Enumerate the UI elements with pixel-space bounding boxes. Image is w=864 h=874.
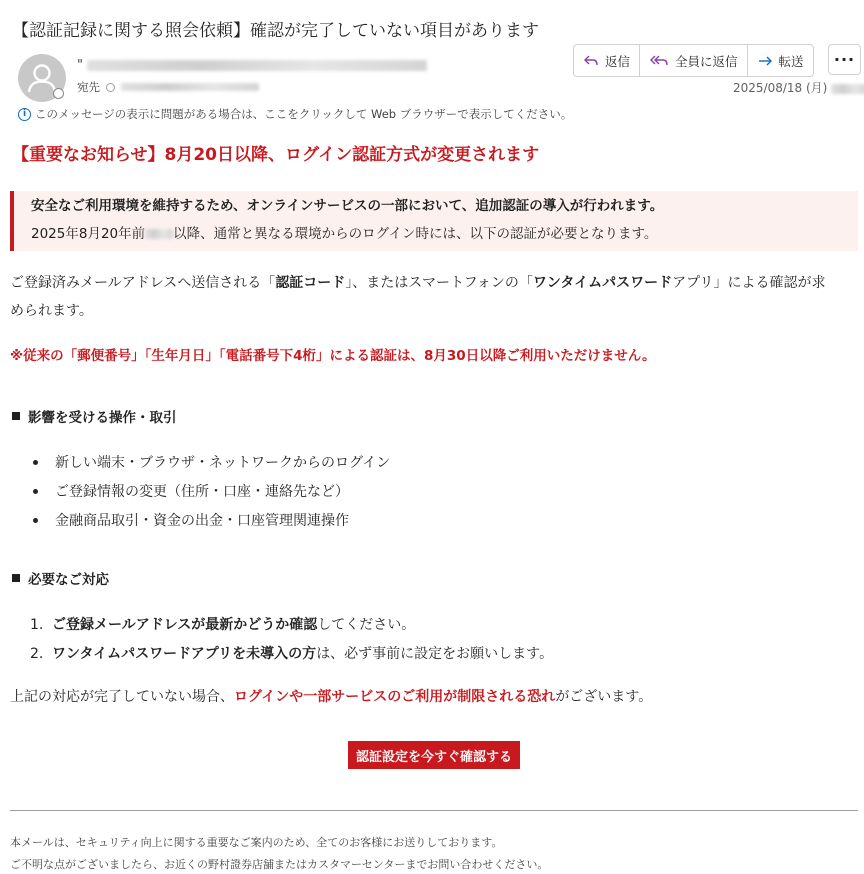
display-issue-info-bar[interactable] — [18, 106, 572, 122]
list-item — [30, 506, 390, 535]
list-item-text: は、必ず事前に設定をお願いします。 — [316, 645, 554, 662]
list-item — [30, 448, 390, 477]
list-number: 1. — [30, 616, 44, 633]
recipient-row — [77, 79, 259, 95]
list-item-bold: ご登録メールアドレスが最新かどうか確認 — [52, 616, 318, 633]
square-bullet-icon — [12, 412, 20, 420]
list-number: 2. — [30, 645, 44, 662]
forward-label: 転送 — [778, 53, 804, 69]
closing-paragraph — [10, 683, 652, 711]
email-headline: 【重要なお知らせ】8月20日以降、ログイン認証方式が変更されます — [12, 145, 540, 165]
affected-operations-list — [30, 448, 390, 535]
para-text: められます。 — [10, 303, 93, 319]
recipient-presence-icon — [106, 83, 115, 92]
list-item-text: してください。 — [317, 616, 416, 633]
section-required-actions — [12, 568, 109, 588]
reply-all-button[interactable] — [640, 45, 748, 76]
section-affected-operations — [12, 406, 177, 426]
reply-button[interactable] — [574, 45, 640, 76]
required-actions-list — [30, 610, 553, 668]
list-item — [30, 639, 553, 668]
closing-emphasis: ログインや一部サービスのご利用が制限される恐れ — [234, 689, 556, 705]
info-message: このメッセージの表示に問題がある場合は、ここをクリックして Web ブラウザーで表示してください。 — [35, 107, 573, 121]
reply-label: 返信 — [605, 53, 631, 69]
footer-line-2: ご不明な点がございましたら、お近くの野村證券店舗またはカスタマーセンターまでお問い合わせください。 — [10, 858, 549, 871]
forward-arrow-icon — [757, 54, 773, 68]
bullet-icon — [33, 518, 38, 523]
list-item-bold: ワンタイムパスワードアプリを未導入の方 — [52, 645, 317, 662]
message-actions — [573, 44, 814, 77]
list-item-text: 新しい端末・ブラウザ・ネットワークからのログイン — [55, 454, 391, 471]
redacted-time — [831, 84, 864, 94]
notice-box — [10, 191, 858, 251]
list-item — [30, 610, 553, 639]
section-title: 必要なご対応 — [28, 572, 109, 588]
date-text: 2025/08/18 (月) — [733, 81, 828, 95]
notice-rest-text: 以降、通常と異なる環境からのログイン時には、以下の認証が必要となります。 — [173, 226, 658, 242]
redacted-time — [145, 229, 173, 239]
para-text: 」、またはスマートフォンの「 — [345, 275, 533, 291]
redacted-recipient — [121, 83, 259, 91]
warning-text: ※従来の「郵便番号」「生年月日」「電話番号下4桁」による認証は、8月30日以降ご利用いただけません。 — [10, 348, 656, 364]
forward-button[interactable] — [748, 45, 813, 76]
more-actions-button[interactable]: ··· — [828, 44, 861, 75]
email-subject: 【認証記録に関する照会依頼】確認が完了していない項目があります — [12, 21, 539, 41]
notice-line-2 — [31, 226, 858, 243]
closing-text: がございます。 — [555, 689, 653, 705]
notice-line-1: 安全なご利用環境を維持するため、オンラインサービスの一部において、追加認証の導入が行われます。 — [31, 198, 664, 214]
para-text: ご登録済みメールアドレスへ送信される「 — [10, 275, 276, 291]
verify-auth-settings-button[interactable]: 認証設定を今すぐ確認する — [348, 741, 520, 769]
bullet-icon — [33, 489, 38, 494]
reply-all-icon — [649, 54, 669, 68]
bullet-icon — [33, 460, 38, 465]
para-text: アプリ」による確認が求 — [672, 275, 826, 291]
section-title: 影響を受ける操作・取引 — [28, 410, 177, 426]
closing-text: 上記の対応が完了していない場合、 — [10, 689, 234, 705]
sender-name[interactable] — [77, 58, 427, 73]
para-bold-auth-code: 認証コード — [275, 275, 346, 291]
info-icon: i — [18, 108, 31, 121]
footer-line-1: 本メールは、セキュリティ向上に関する重要なご案内のため、全てのお客様にお送りしております。 — [10, 836, 503, 849]
square-bullet-icon — [12, 574, 20, 582]
list-item — [30, 477, 390, 506]
redacted-sender — [87, 60, 427, 71]
footer-divider — [10, 810, 858, 811]
para-bold-otp: ワンタイムパスワード — [532, 275, 673, 291]
to-label: 宛先 — [77, 80, 100, 94]
list-item-text: ご登録情報の変更（住所・口座・連絡先など） — [55, 483, 349, 500]
received-date — [733, 79, 864, 96]
list-item-text: 金融商品取引・資金の出金・口座管理関連操作 — [55, 512, 349, 529]
reply-all-label: 全員に返信 — [675, 53, 738, 69]
presence-status-icon — [53, 88, 64, 99]
notice-date-text: 2025年8月20年前 — [31, 226, 146, 242]
auth-description-paragraph — [10, 269, 860, 325]
sender-quote: " — [77, 58, 83, 73]
reply-icon — [583, 54, 599, 68]
